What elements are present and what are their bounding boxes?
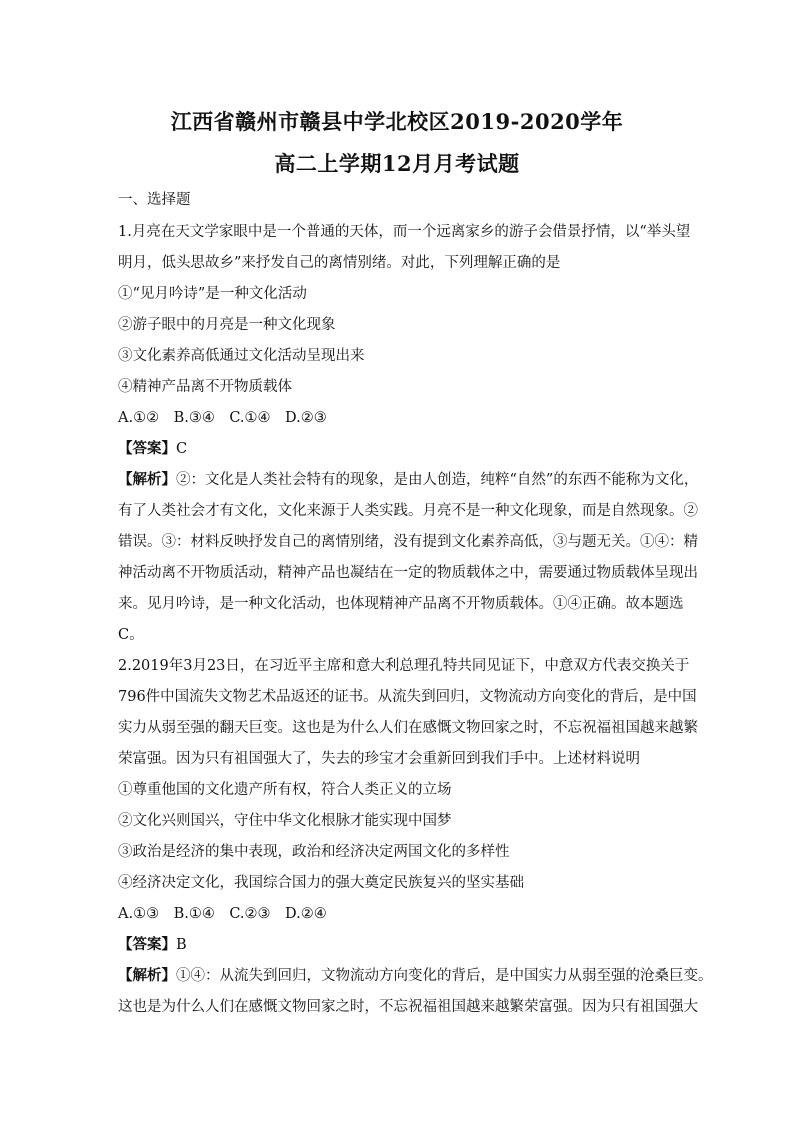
- q2-analysis-label: 【解析】: [118, 967, 176, 984]
- q2-item-4: ④经济决定文化，我国综合国力的强大奠定民族复兴的坚实基础: [118, 875, 524, 891]
- q1-analysis-line3: 错误。③：材料反映抒发自己的离情别绪，没有提到文化素养高低，③与题无关。①④：精: [118, 534, 698, 550]
- q2-item-1: ①尊重他国的文化遗产所有权，符合人类正义的立场: [118, 782, 452, 798]
- q1-analysis-label: 【解析】: [118, 471, 176, 488]
- doc-title-line1: 江西省赣州市赣县中学北校区2019-2020学年: [170, 109, 624, 134]
- q1-analysis-line1: [118, 468, 699, 489]
- q2-answer-label: 【答案】: [118, 936, 176, 953]
- q2-answer-value: B: [176, 937, 187, 953]
- q1-stem-line1: 1.月亮在天文学家眼中是一个普通的天体，而一个远离家乡的游子会借景抒情，以“举头望: [118, 224, 691, 240]
- q2-stem-line2: 796件中国流失文物艺术品返还的证书。从流失到回归，文物流动方向变化的背后，是中国: [118, 689, 697, 705]
- q1-answer-label: 【答案】: [118, 440, 176, 457]
- q1-item-3: ③文化素养高低通过文化活动呈现出来: [118, 348, 365, 364]
- q2-item-2: ②文化兴则国兴，守住中华文化根脉才能实现中国梦: [118, 813, 452, 829]
- q2-options: A.①③ B.①④ C.②③ D.②④: [118, 906, 327, 922]
- q2-analysis-line2: 这也是为什么人们在感慨文物回家之时，不忘祝福祖国越来越繁荣富强。因为只有祖国强大: [118, 999, 698, 1015]
- q1-answer: [118, 437, 678, 458]
- q2-stem-line4: 荣富强。因为只有祖国强大了，失去的珍宝才会重新回到我们手中。上述材料说明: [118, 751, 640, 767]
- section-heading: 一、选择题: [118, 192, 191, 208]
- q2-stem-line1: 2.2019年3月23日，在习近平主席和意大利总理孔特共同见证下，中意双方代表交换关于: [118, 658, 690, 674]
- q2-item-3: ③政治是经济的集中表现，政治和经济决定两国文化的多样性: [118, 844, 510, 860]
- q1-answer-value: C: [176, 441, 188, 457]
- q1-analysis-line4: 神活动离不开物质活动，精神产品也凝结在一定的物质载体之中，需要通过物质载体呈现出: [118, 565, 698, 581]
- q1-analysis-line6: C。: [118, 627, 144, 643]
- q1-analysis-text-1: ②：文化是人类社会特有的现象，是由人创造，纯粹“自然”的东西不能称为文化，: [176, 472, 699, 488]
- q1-options: A.①② B.③④ C.①④ D.②③: [118, 410, 327, 426]
- q2-answer: [118, 933, 678, 954]
- q1-item-4: ④精神产品离不开物质载体: [118, 379, 292, 395]
- q1-item-1: ①“见月吟诗”是一种文化活动: [118, 286, 307, 302]
- q1-stem-line2: 明月，低头思故乡”来抒发自己的离情别绪。对此，下列理解正确的是: [118, 255, 561, 271]
- doc-title-line2: 高二上学期12月月考试题: [274, 151, 520, 176]
- q1-item-2: ②游子眼中的月亮是一种文化现象: [118, 317, 336, 333]
- q1-analysis-line5: 来。见月吟诗，是一种文化活动，也体现精神产品离不开物质载体。①④正确。故本题选: [118, 596, 684, 612]
- q2-analysis-line1: [118, 964, 713, 985]
- q1-analysis-line2: 有了人类社会才有文化，文化来源于人类实践。月亮不是一种文化现象，而是自然现象。②: [118, 503, 698, 519]
- q2-analysis-text-1: ①④：从流失到回归，文物流动方向变化的背后，是中国实力从弱至强的沧桑巨变。: [176, 968, 713, 984]
- q2-stem-line3: 实力从弱至强的翻天巨变。这也是为什么人们在感慨文物回家之时，不忘祝福祖国越来越繁: [118, 720, 698, 736]
